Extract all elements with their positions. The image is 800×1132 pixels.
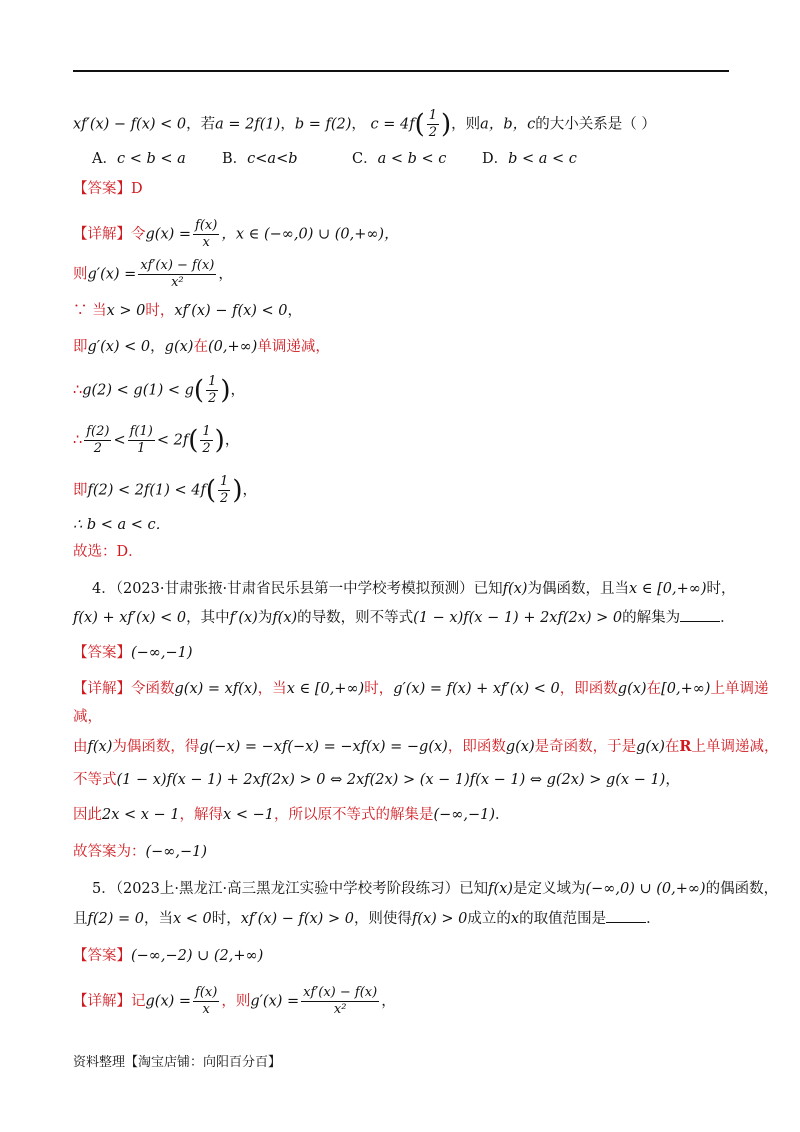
- q4-stem-2: f(x) + xf′(x) < 0，其中f′(x)为f(x)的导数，则不等式(1 − x)f(x − 1) + 2xf(2x) > 0的解集为 ．: [73, 607, 733, 629]
- option-a: A．c < b < a: [92, 151, 186, 167]
- q5-stem-2: 且f(2) = 0，当x < 0时，xf′(x) − f(x) > 0，则使得f(x) > 0成立的x的取值范围是 ．: [73, 908, 733, 930]
- q3-detail-2: 则g′(x) = $\frac{xf'(x) - f(x)}{\text{x²}}$ ，: [73, 258, 233, 290]
- option-b: B．c<a<b: [222, 151, 298, 167]
- q3-detail-4: 即g′(x) < 0，g(x)在(0,+∞)单调递减，: [73, 339, 330, 355]
- q3-options: [92, 148, 752, 170]
- q3-detail-9: 故选：D．: [73, 544, 143, 560]
- q5-detail-1: 【详解】记g(x) = $\frac{f(x)}{x}$ ，则g′(x) = $\frac{xf'(x) - f(x)}{\text{x²}}$ ，: [73, 985, 396, 1017]
- footer-text: 资料整理【淘宝店铺：向阳百分百】: [73, 1055, 282, 1070]
- q3-detail-7: 即f(2) < 2f(1) < 4f( $\frac{1}{2}$ )，: [73, 474, 257, 506]
- q3-detail-6: ∴ $\frac{f(2)}{2}$ < $\frac{f(1)}{1}$ < 2f( $\frac{1}{2}$ )，: [73, 424, 240, 456]
- q3-detail-3: ∵ 当x > 0时，xf′(x) − f(x) < 0，: [73, 303, 303, 319]
- q4-detail-6: 故答案为：(−∞,−1): [73, 844, 208, 860]
- q3-detail-1: 【详解】令g(x) = $\frac{f(x)}{x}$ ，x ∈ (−∞,0) ∪ (0,+∞)，: [73, 218, 399, 250]
- q3-answer: 【答案】D: [73, 181, 143, 197]
- fraction: $\frac{1}{2}$: [428, 108, 438, 140]
- option-c: C．a < b < c: [352, 151, 447, 167]
- q4-detail-3: 由f(x)为偶函数，得g(−x) = −xf(−x) = −xf(x) = −g(x)，即函数g(x)是奇函数，于是g(x)在R上单调递减，: [73, 738, 779, 755]
- q4-detail-2: 减，: [73, 709, 102, 725]
- q4-detail-5: 因此2x < x − 1，解得x < −1，所以原不等式的解集是(−∞,−1)．: [73, 807, 510, 823]
- q4-detail-4: 不等式(1 − x)f(x − 1) + 2xf(2x) > 0 ⇔ 2xf(2x) > (x − 1)f(x − 1) ⇔ g(2x) > g(x − 1)，: [73, 772, 680, 788]
- q3-stem: xf′(x) − f(x) < 0，若a = 2f(1)，b = f(2)， c = 4f( $\frac{1}{2}$ )，则a，b，c的大小关系是（ ）: [73, 108, 656, 140]
- q5-answer: 【答案】(−∞,−2) ∪ (2,+∞): [73, 948, 264, 964]
- answer-blank: [606, 908, 646, 923]
- q4-answer: 【答案】(−∞,−1): [73, 645, 193, 661]
- q4-detail-1: 【详解】令函数g(x) = xf(x)，当x ∈ [0,+∞)时，g′(x) = f(x) + xf′(x) < 0，即函数g(x)在[0,+∞)上单调递: [73, 681, 769, 697]
- q3-detail-8: ∴ b < a < c．: [73, 517, 171, 533]
- option-d: D．b < a < c: [482, 151, 577, 167]
- q4-stem-1: 4．（2023·甘肃张掖·甘肃省民乐县第一中学校考模拟预测）已知f(x)为偶函数，且当x ∈ [0,+∞)时，: [92, 581, 736, 597]
- header-rule: [73, 70, 729, 72]
- q3-detail-5: ∴g(2) < g(1) < g( $\frac{1}{2}$ )，: [73, 374, 245, 406]
- answer-blank: [680, 607, 720, 622]
- q5-stem-1: 5．（2023上·黑龙江·高三黑龙江实验中学校考阶段练习）已知f(x)是定义域为(−∞,0) ∪ (0,+∞)的偶函数，: [92, 881, 779, 897]
